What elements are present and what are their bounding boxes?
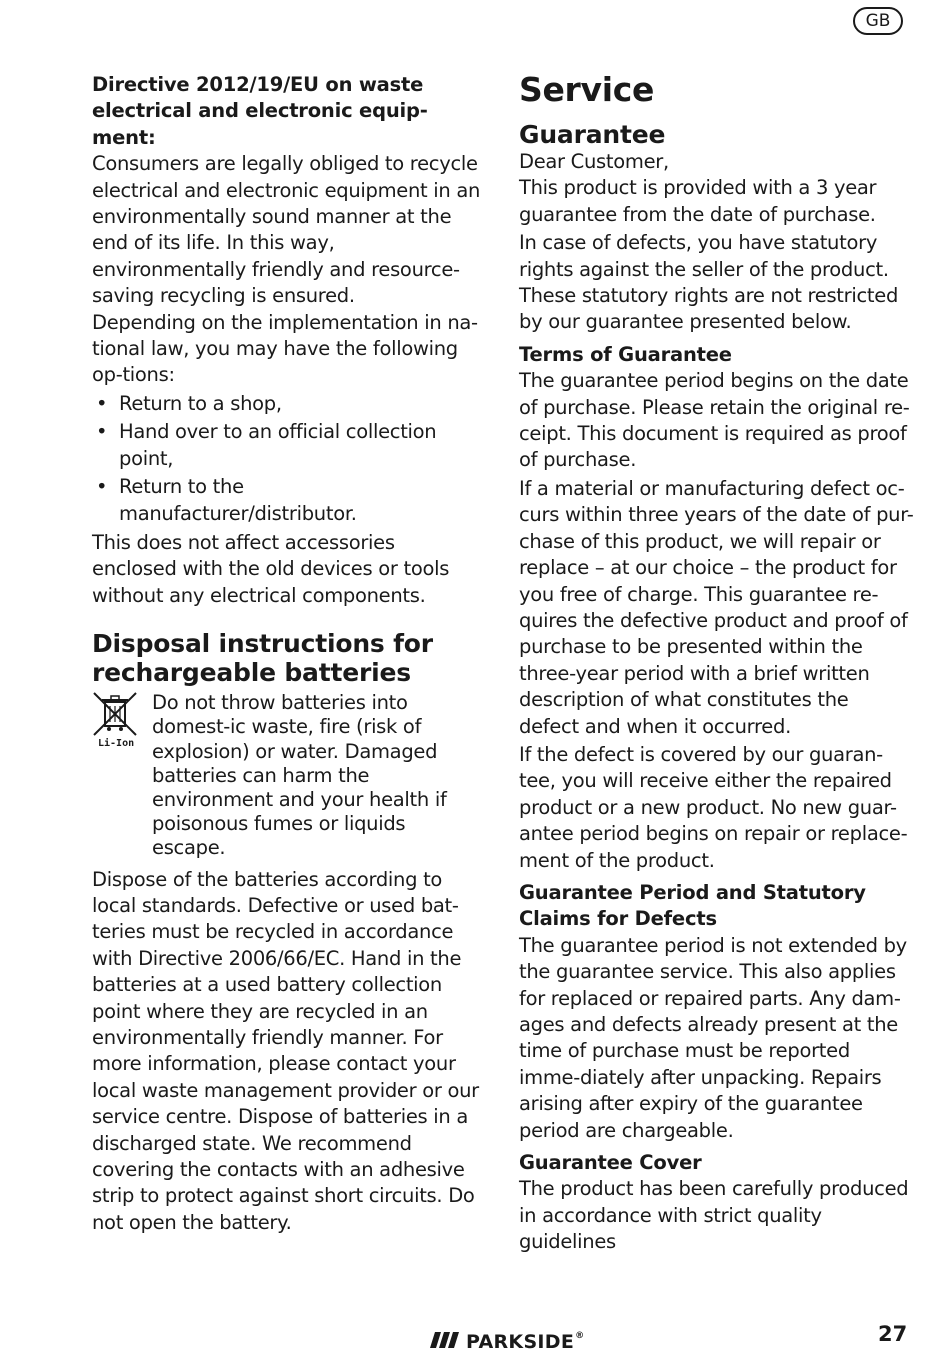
guarantee-heading: Guarantee — [519, 120, 666, 149]
battery-warning-text: Do not throw batteries into domest-ic waste, fire (risk of explosion) or water. Damaged batteries can harm the environment and your health if poisonous fumes or liquids escape. — [152, 691, 447, 860]
right-column — [519, 70, 914, 1256]
directive-heading: Directive 2012/19/EU on waste electrical and electronic equip-ment: — [92, 73, 428, 149]
terms-heading: Terms of Guarantee — [519, 342, 732, 366]
terms-paragraph-3: If the defect is covered by our guaran-tee, you will receive either the repaired product or a new product. No new guar-antee period begins on repair or replace-ment of the product. — [519, 742, 908, 872]
brand-registered-mark: ® — [575, 1331, 585, 1341]
directive-paragraph-3: This does not affect accessories enclosed with the old devices or tools without any electrical components. — [92, 530, 450, 607]
guarantee-paragraph-1: This product is provided with a 3 year guarantee from the date of purchase. — [519, 176, 877, 226]
period-heading: Guarantee Period and Statutory Claims for Defects — [519, 880, 866, 931]
terms-paragraph-2: If a material or manufacturing defect oc-curs within three years of the date of pur-chase of this product, we will repair or replace – at our choice – the product for you free of charge. This guarantee re-quires the defective product and proof of purchase to be presented within the three-year period with a brief written description of what constitutes the defect and when it occurred. — [519, 476, 914, 738]
battery-disposal-heading: Disposal instructions for rechargeable batteries — [92, 629, 433, 688]
terms-paragraph-1: The guarantee period begins on the date of purchase. Please retain the original re-ceipt. This document is required as proof of purchase. — [519, 369, 910, 472]
page-title: Service — [519, 70, 655, 109]
battery-warning-block — [92, 691, 484, 860]
cover-heading: Guarantee Cover — [519, 1151, 702, 1175]
disposal-options-list — [92, 391, 484, 527]
brand-name: PARKSIDE — [466, 1331, 575, 1353]
left-column — [92, 72, 484, 1236]
brand-logo — [430, 1330, 584, 1354]
guarantee-salutation: Dear Customer, — [519, 150, 669, 173]
crossed-bin-icon — [92, 691, 152, 755]
directive-paragraph-1: Consumers are legally obliged to recycle electrical and electronic equipment in an environmentally sound manner at the end of its life. In this way, environmentally friendly and resource-saving recycling is ensured. — [92, 152, 481, 308]
li-ion-label: Li-Ion — [98, 738, 135, 750]
brand-stripes-icon — [430, 1331, 460, 1353]
list-item: • Hand over to an official collection point, — [92, 419, 484, 472]
period-paragraph: The guarantee period is not extended by the guarantee service. This also applies for replaced or repaired parts. Any dam-ages and defects already present at the time of purchase must be reported imme-diately after unpacking. Repairs arising after expiry of the guarantee period are chargeable. — [519, 933, 907, 1142]
list-item: • Return to the manufacturer/distributor. — [92, 474, 484, 527]
page-number: 27 — [878, 1322, 908, 1346]
battery-disposal-paragraph: Dispose of the batteries according to local standards. Defective or used bat-teries must be recycled in accordance with Directive 2006/66/EC. Hand in the batteries at a used battery collection point where they are recycled in an environmentally friendly manner. For more information, please contact your local waste management provider or our service centre. Dispose of batteries in a discharged state. We recommend covering the contacts with an adhesive strip to protect against short circuits. Do not open the battery. — [92, 867, 479, 1234]
guarantee-paragraph-2: In case of defects, you have statutory rights against the seller of the product. These statutory rights are not restricted by our guarantee presented below. — [519, 231, 899, 334]
cover-paragraph: The product has been carefully produced in accordance with strict quality guidelines — [519, 1177, 909, 1254]
directive-paragraph-2: Depending on the implementation in na-tional law, you may have the following op-tions: — [92, 310, 478, 387]
list-item: • Return to a shop, — [92, 391, 484, 417]
language-badge: GB — [853, 7, 903, 35]
